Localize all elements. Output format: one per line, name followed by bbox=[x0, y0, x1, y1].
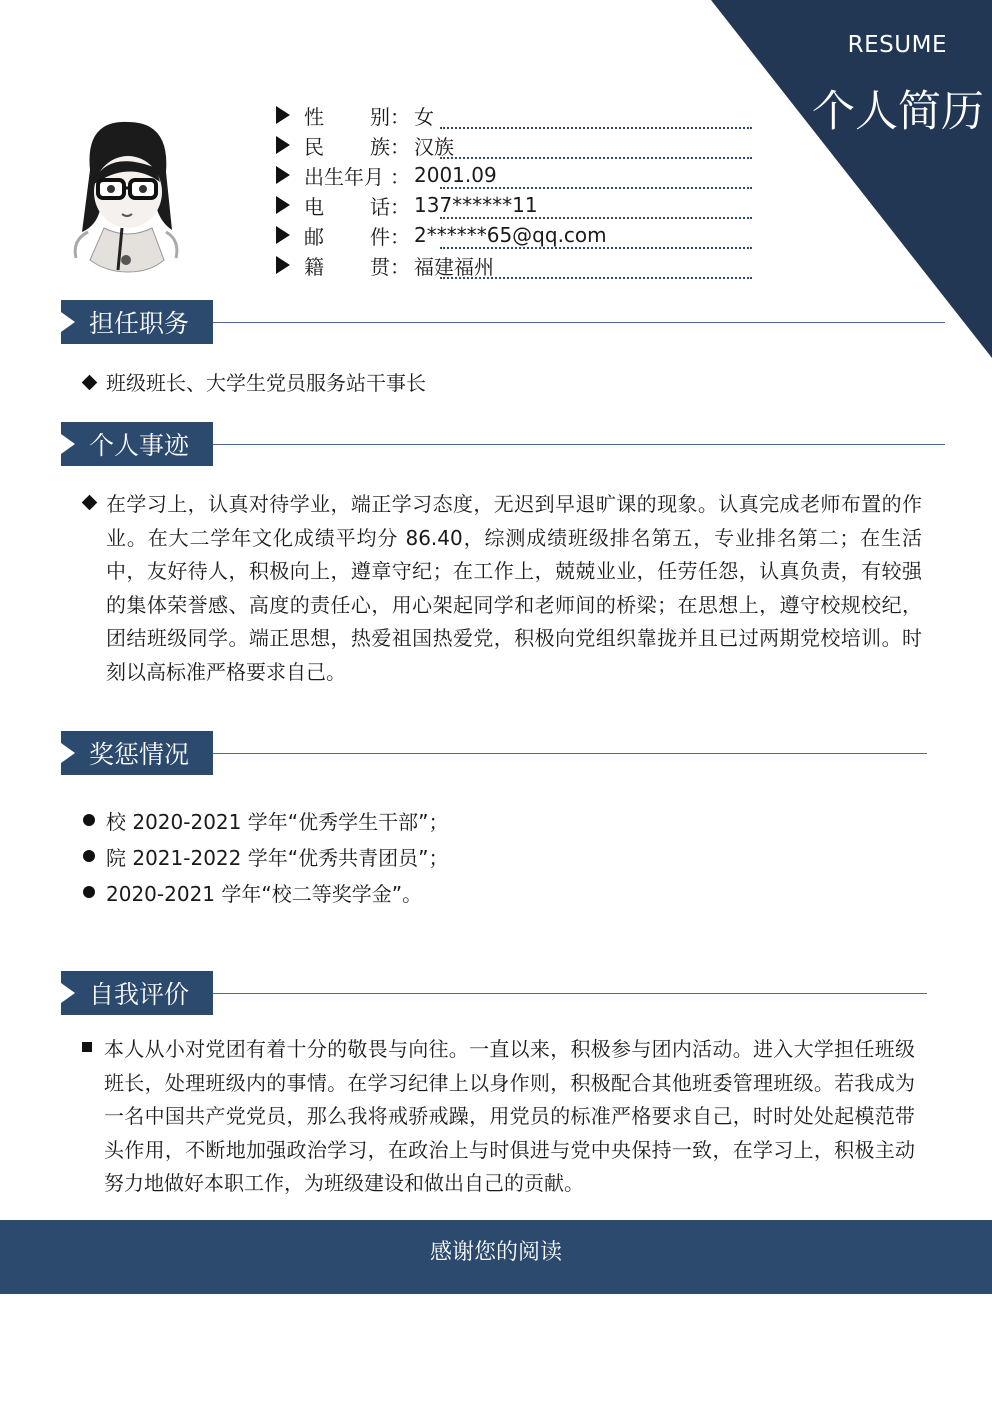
diamond-bullet-icon bbox=[81, 375, 97, 391]
info-label: 民 族 bbox=[304, 134, 390, 159]
section-divider bbox=[213, 322, 945, 323]
triangle-right-icon bbox=[276, 106, 290, 124]
info-label: 邮 件 bbox=[304, 224, 390, 249]
info-value: 女 bbox=[414, 104, 434, 129]
triangle-right-icon bbox=[276, 166, 290, 184]
info-value: 137******11 bbox=[414, 193, 538, 217]
info-row-email: 邮 件 ： 2******65@qq.com bbox=[272, 220, 752, 250]
info-value: 汉族 bbox=[414, 134, 454, 159]
dot-bullet-icon bbox=[83, 886, 95, 898]
triangle-right-icon bbox=[276, 136, 290, 154]
list-item: 校 2020-2021 学年“优秀学生干部”； bbox=[72, 804, 448, 840]
section-divider bbox=[213, 753, 927, 754]
triangle-right-icon bbox=[276, 256, 290, 274]
section-header-self bbox=[61, 971, 927, 1015]
triangle-right-icon bbox=[276, 196, 290, 214]
dotted-underline bbox=[440, 187, 752, 189]
dotted-underline bbox=[440, 277, 752, 279]
square-bullet-icon bbox=[82, 1042, 92, 1052]
resume-title-cn: 个人简历 bbox=[812, 87, 984, 137]
list-item bbox=[70, 1033, 915, 1201]
triangle-right-icon bbox=[61, 312, 75, 332]
dotted-underline bbox=[440, 157, 752, 159]
section-divider bbox=[213, 444, 945, 445]
deeds-paragraph: 在学习上，认真对待学业，端正学习态度，无迟到早退旷课的现象。认真完成老师布置的作业。在大二学年文化成绩平均分 86.40，综测成绩班级排名第五，专业排名第二；在生活中，友好待人，积极向上，遵章守纪；在工作上，兢兢业业，任劳任怨，认真负责，有较强的集体荣誉感、高度的责任心，用心架起同学和老师间的桥梁；在思想上，遵守校规校纪，团结班级同学。端正思想，热爱祖国热爱党，积极向党组织靠拢并且已过两期党校培训。时刻以高标准严格要求自己。 bbox=[106, 492, 922, 684]
info-label: 出生年月 bbox=[304, 164, 384, 189]
triangle-right-icon bbox=[276, 226, 290, 244]
section-title: 自我评价 bbox=[61, 971, 213, 1015]
list-item: 班级班长、大学生党员服务站干事长 bbox=[72, 368, 922, 398]
info-row-birth: 出生年月 ： 2001.09 bbox=[272, 160, 752, 190]
info-row-hometown: 籍 贯 ： 福建福州 bbox=[272, 250, 752, 280]
section-header-awards bbox=[61, 731, 927, 775]
diamond-bullet-icon bbox=[81, 495, 97, 511]
info-row-phone: 电 话 ： 137******11 bbox=[272, 190, 752, 220]
dot-bullet-icon bbox=[83, 814, 95, 826]
basic-info bbox=[272, 100, 752, 280]
section-title: 奖惩情况 bbox=[61, 731, 213, 775]
triangle-right-icon bbox=[61, 983, 75, 1003]
dotted-underline bbox=[440, 217, 752, 219]
info-label: 籍 贯 bbox=[304, 254, 390, 279]
triangle-right-icon bbox=[61, 434, 75, 454]
dotted-underline bbox=[440, 127, 752, 129]
section-title: 个人事迹 bbox=[61, 422, 213, 466]
info-value: 2******65@qq.com bbox=[414, 223, 607, 247]
info-row-ethnicity: 民 族 ： 汉族 bbox=[272, 130, 752, 160]
info-row-gender: 性 别 ： 女 bbox=[272, 100, 752, 130]
section-title: 担任职务 bbox=[61, 300, 213, 344]
info-label: 性 别 bbox=[304, 104, 390, 129]
section-divider bbox=[213, 993, 927, 994]
info-value: 福建福州 bbox=[414, 254, 494, 279]
section-header-deeds bbox=[61, 422, 945, 466]
dot-bullet-icon bbox=[83, 850, 95, 862]
footer-text: 感谢您的阅读 bbox=[429, 1239, 562, 1265]
resume-title-en: RESUME bbox=[847, 32, 947, 58]
list-item: 院 2021-2022 学年“优秀共青团员”； bbox=[72, 840, 448, 876]
dotted-underline bbox=[440, 247, 752, 249]
self-evaluation-paragraph: 本人从小对党团有着十分的敬畏与向往。一直以来，积极参与团内活动。进入大学担任班级班长，处理班级内的事情。在学习纪律上以身作则，积极配合其他班委管理班级。若我成为一名中国共产党党员，那么我将戒骄戒躁，用党员的标准严格要求自己，时时处处起模范带头作用，不断地加强政治学习，在政治上与时俱进与党中央保持一致，在学习上，积极主动努力地做好本职工作，为班级建设和做出自己的贡献。 bbox=[104, 1037, 915, 1195]
list-item: 2020-2021 学年“校二等奖学金”。 bbox=[72, 876, 422, 912]
info-value: 2001.09 bbox=[414, 163, 497, 187]
footer-banner bbox=[0, 1220, 992, 1294]
info-label: 电 话 bbox=[304, 194, 390, 219]
cartoon-avatar-icon bbox=[60, 110, 190, 275]
triangle-right-icon bbox=[61, 743, 75, 763]
section-header-duties bbox=[61, 300, 945, 344]
list-item bbox=[72, 488, 922, 689]
